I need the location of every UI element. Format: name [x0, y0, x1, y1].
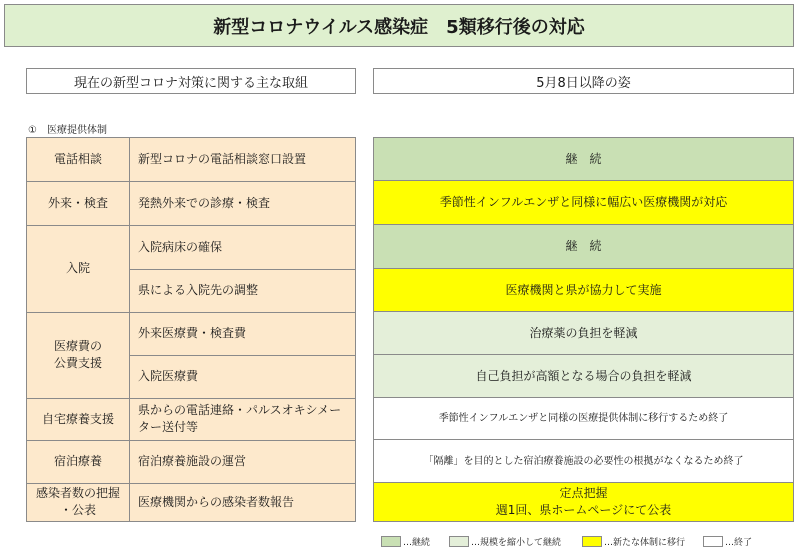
category-cell: 自宅療養支援: [27, 398, 130, 440]
after-cell: 治療薬の負担を軽減: [373, 311, 794, 355]
legend-swatch: [449, 536, 469, 547]
measure-cell: 県からの電話連絡・パルスオキシメーター送付等: [138, 403, 342, 434]
category-cell: 入院: [27, 225, 130, 312]
measure-cell: 医療機関からの感染者数報告: [138, 494, 295, 509]
section-label: ① 医療提供体制: [28, 125, 107, 136]
after-cell: 「隔離」を目的とした宿泊療養施設の必要性の根拠がなくなるため終了: [373, 439, 794, 483]
legend-item-end: [703, 534, 752, 548]
row-divider: [27, 312, 355, 313]
legend-swatch: [582, 536, 602, 547]
legend-label: …終了: [725, 537, 753, 548]
measure-cell: 新型コロナの電話相談窓口設置: [138, 152, 307, 166]
row-divider: [27, 483, 355, 484]
measure-cell: 発熱外来での診療・検査: [138, 195, 271, 210]
current-measures-table: [26, 137, 356, 522]
row-divider: [27, 181, 355, 182]
future-measures-column: [373, 137, 794, 522]
after-cell: 季節性インフルエンザと同様の医療提供体制に移行するため終了: [373, 397, 794, 440]
after-cell: 季節性インフルエンザと同様に幅広い医療機関が対応: [373, 180, 794, 225]
legend-item-new-system: [582, 534, 685, 548]
category-cell: 医療費の 公費支援: [27, 312, 130, 398]
left-column-header: 現在の新型コロナ対策に関する主な取組: [26, 68, 356, 94]
measure-cell: 外来医療費・検査費: [138, 326, 247, 340]
measure-cell: 入院病床の確保: [138, 239, 223, 254]
legend-label: …規模を縮小して継続: [471, 537, 562, 548]
category-cell: 電話相談: [27, 138, 130, 181]
after-cell: 自己負担が高額となる場合の負担を軽減: [373, 354, 794, 398]
category-cell: 外来・検査: [27, 181, 130, 225]
legend-swatch: [703, 536, 723, 547]
category-cell: 感染者数の把握 ・公表: [27, 483, 130, 521]
legend-label: …新たな体制に移行: [604, 537, 686, 548]
row-divider: [130, 269, 355, 270]
legend-item-continue: [381, 534, 430, 548]
legend-swatch: [381, 536, 401, 547]
after-cell: 定点把握 週1回、県ホームページにて公表: [373, 482, 794, 522]
row-divider: [27, 440, 355, 441]
legend-item-reduced: [449, 534, 561, 548]
after-cell: 医療機関と県が協力して実施: [373, 268, 794, 312]
page-title: 新型コロナウイルス感染症 5類移行後の対応: [4, 4, 794, 47]
category-cell: 宿泊療養: [27, 440, 130, 483]
row-divider: [130, 355, 355, 356]
after-cell: 継 続: [373, 224, 794, 269]
right-column-header: 5月8日以降の姿: [373, 68, 794, 94]
measure-cell: 入院医療費: [138, 369, 199, 383]
measure-cell: 県による入院先の調整: [138, 283, 259, 297]
after-cell: 継 続: [373, 137, 794, 181]
measure-cell: 宿泊療養施設の運営: [138, 454, 247, 468]
legend-label: …継続: [403, 537, 431, 548]
row-divider: [27, 225, 355, 226]
row-divider: [27, 398, 355, 399]
